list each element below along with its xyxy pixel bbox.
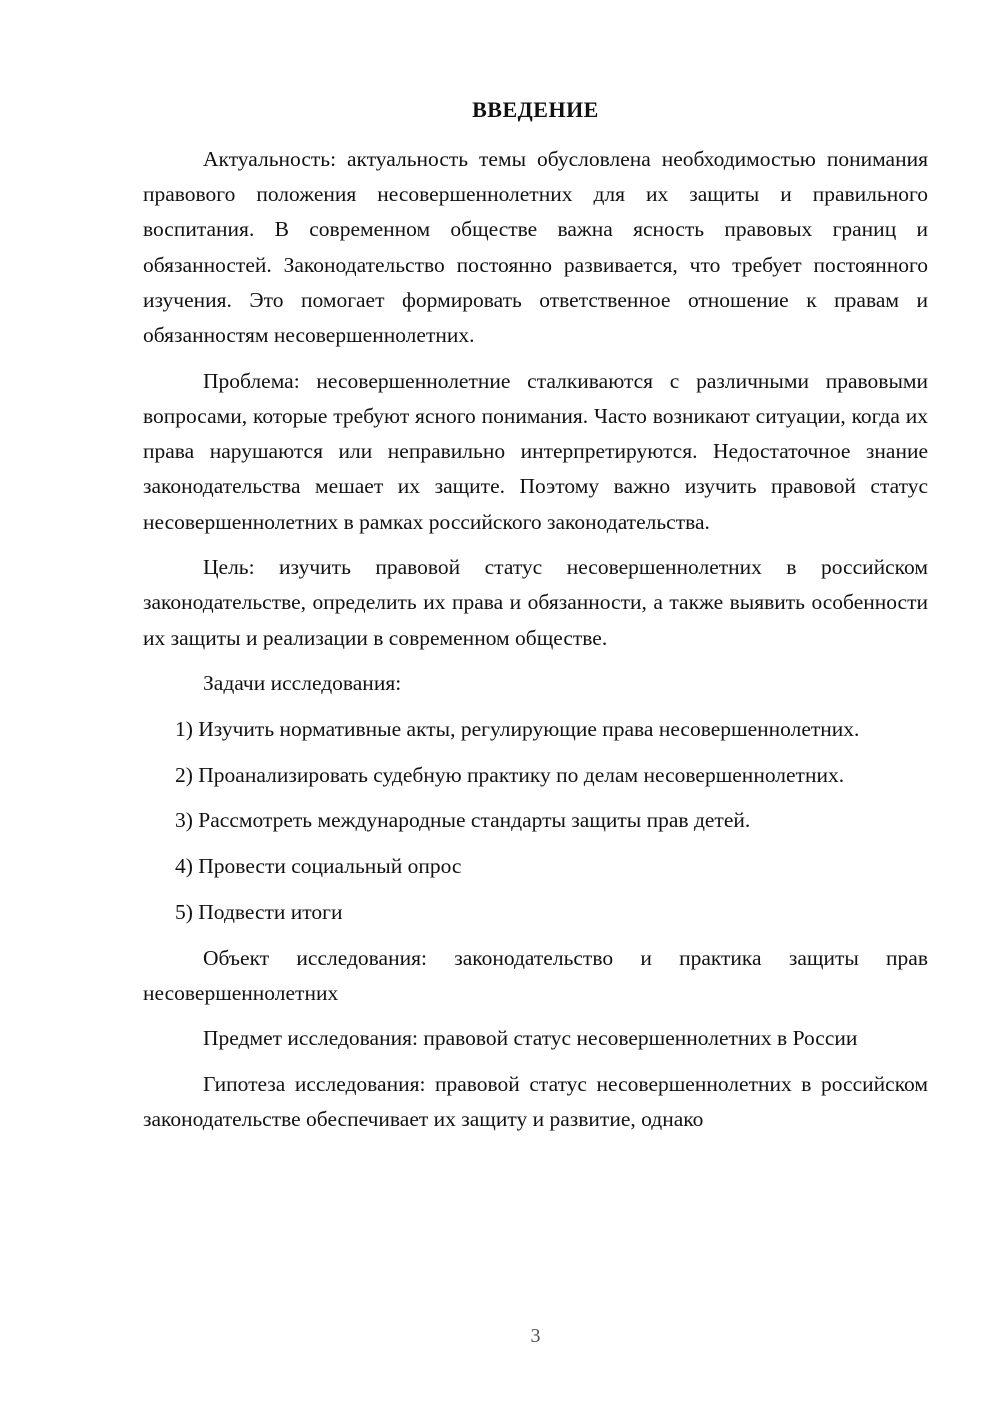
paragraph-relevance: Актуальность: актуальность темы обусловлена необходимостью понимания правового положения несовершеннолетних для их защиты и правильного воспитания. В современном обществе важна ясность правовых границ и обязанностей. Законодательство постоянно развивается, что требует постоянного изучения. Это помогает формировать ответственное отношение к правам и обязанностям несовершеннолетних. [143, 147, 928, 348]
paragraph-object: Объект исследования: законодательство и практика защиты прав несовершеннолетних [143, 945, 928, 1005]
task-item: 5) Подвести итоги [175, 899, 343, 924]
task-item: 4) Провести социальный опрос [175, 854, 462, 879]
page-number: 3 [530, 1325, 541, 1347]
tasks-heading: Задачи исследования: [203, 671, 402, 696]
paragraph-subject: Предмет исследования: правовой статус несовершеннолетних в России [203, 1026, 858, 1051]
paragraph-problem: Проблема: несовершеннолетние сталкиваются с различными правовыми вопросами, которые требуют ясного понимания. Часто возникают ситуации, когда их права нарушаются или неправильно интерпретируются. Недостаточное знание законодательства мешает их защите. Поэтому важно изучить правовой статус несовершеннолетних в рамках российского законодательства. [143, 368, 928, 534]
page-title: ВВЕДЕНИЕ [472, 97, 599, 122]
task-item: 2) Проанализировать судебную практику по делам несовершеннолетних. [175, 762, 845, 787]
paragraph-hypothesis: Гипотеза исследования: правовой статус несовершеннолетних в российском законодательстве обеспечивает их защиту и развитие, однако [143, 1072, 928, 1132]
paragraph-goal: Цель: изучить правовой статус несовершеннолетних в российском законодательстве, определить их права и обязанности, а также выявить особенности их защиты и реализации в современном обществе. [143, 555, 928, 650]
document-body [143, 142, 928, 1148]
task-item: 1) Изучить нормативные акты, регулирующие права несовершеннолетних. [175, 717, 860, 742]
task-item: 3) Рассмотреть международные стандарты защиты прав детей. [175, 808, 751, 833]
